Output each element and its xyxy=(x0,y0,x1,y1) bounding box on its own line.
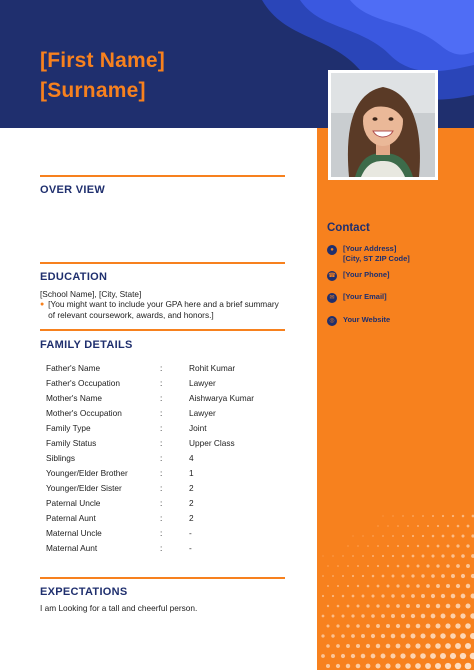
family-row-value: - xyxy=(189,527,192,538)
expectations-text: I am Looking for a tall and cheerful person. xyxy=(40,603,198,613)
bullet-icon: ● xyxy=(40,301,45,308)
family-row xyxy=(46,375,289,390)
family-row-separator: : xyxy=(160,497,163,508)
family-row-separator: : xyxy=(160,512,163,523)
family-row-separator: : xyxy=(160,377,163,388)
family-row xyxy=(46,525,289,540)
education-school: [School Name], [City, State] xyxy=(40,289,142,299)
halftone-dots-decoration xyxy=(317,510,474,670)
family-row xyxy=(46,435,289,450)
candidate-name xyxy=(40,46,165,106)
family-row-key: Mother's Name xyxy=(46,392,102,403)
email-icon: ✉ xyxy=(327,293,337,303)
family-row-value: 2 xyxy=(189,497,194,508)
expectations-rule-top xyxy=(40,577,285,579)
phone-icon: ☎ xyxy=(328,273,336,279)
family-row-key: Mother's Occupation xyxy=(46,407,122,418)
family-row-separator: : xyxy=(160,407,163,418)
family-row-value: 2 xyxy=(189,512,194,523)
family-row-key: Maternal Uncle xyxy=(46,527,102,538)
family-row-value: - xyxy=(189,542,192,553)
family-row-separator: : xyxy=(160,422,163,433)
family-row-key: Maternal Aunt xyxy=(46,542,98,553)
address-line2: [City, ST ZIP Code] xyxy=(343,253,410,263)
phone-text: [Your Phone] xyxy=(343,270,390,279)
family-row xyxy=(46,510,289,525)
family-row-key: Family Type xyxy=(46,422,91,433)
family-row-key: Siblings xyxy=(46,452,76,463)
education-rule-top xyxy=(40,262,285,264)
family-row xyxy=(46,480,289,495)
family-row-value: Aishwarya Kumar xyxy=(189,392,255,403)
contact-phone xyxy=(327,270,390,281)
family-row-separator: : xyxy=(160,392,163,403)
map-pin-icon: ● xyxy=(327,245,337,255)
surname: [Surname] xyxy=(40,79,146,102)
family-row-separator: : xyxy=(160,362,163,373)
family-details-table xyxy=(46,360,289,555)
family-row-value: Joint xyxy=(189,422,207,433)
family-rule-top xyxy=(40,329,285,331)
portrait-illustration xyxy=(331,73,435,177)
family-row-separator: : xyxy=(160,467,163,478)
family-row xyxy=(46,360,289,375)
address-line1: [Your Address] xyxy=(343,244,397,253)
family-row xyxy=(46,420,289,435)
family-row xyxy=(46,465,289,480)
family-row-key: Father's Occupation xyxy=(46,377,120,388)
family-row-key: Younger/Elder Brother xyxy=(46,467,128,478)
family-row-value: Lawyer xyxy=(189,407,216,418)
family-title: FAMILY DETAILS xyxy=(40,339,133,351)
family-row-separator: : xyxy=(160,452,163,463)
family-row xyxy=(46,390,289,405)
education-title: EDUCATION xyxy=(40,271,108,283)
family-row-key: Paternal Uncle xyxy=(46,497,101,508)
family-row-value: 2 xyxy=(189,482,194,493)
contact-email xyxy=(327,292,387,303)
overview-rule-top xyxy=(40,175,285,177)
family-row-separator: : xyxy=(160,482,163,493)
family-row-key: Paternal Aunt xyxy=(46,512,96,523)
contact-title: Contact xyxy=(327,222,370,234)
family-row-separator: : xyxy=(160,542,163,553)
family-row-key: Family Status xyxy=(46,437,97,448)
family-row-key: Father's Name xyxy=(46,362,101,373)
contact-address xyxy=(327,244,410,263)
family-row-key: Younger/Elder Sister xyxy=(46,482,122,493)
education-bullet xyxy=(40,299,280,321)
globe-icon: ◎ xyxy=(327,316,337,326)
family-row-value: 1 xyxy=(189,467,194,478)
family-row-value: 4 xyxy=(189,452,194,463)
overview-title: OVER VIEW xyxy=(40,184,106,196)
contact-website xyxy=(327,315,390,326)
family-row xyxy=(46,450,289,465)
family-row-separator: : xyxy=(160,527,163,538)
family-row-value: Upper Class xyxy=(189,437,235,448)
family-row-value: Rohit Kumar xyxy=(189,362,236,373)
family-row xyxy=(46,540,289,555)
family-row-separator: : xyxy=(160,437,163,448)
family-row xyxy=(46,495,289,510)
profile-photo xyxy=(328,70,438,180)
family-row-value: Lawyer xyxy=(189,377,216,388)
education-bullet-text: [You might want to include your GPA here and a brief summary of relevant coursework, awards, and honors.] xyxy=(48,299,279,320)
family-row xyxy=(46,405,289,420)
first-name: [First Name] xyxy=(40,49,165,72)
website-text: Your Website xyxy=(343,315,391,324)
expectations-title: EXPECTATIONS xyxy=(40,586,128,598)
email-text: [Your Email] xyxy=(343,292,387,301)
